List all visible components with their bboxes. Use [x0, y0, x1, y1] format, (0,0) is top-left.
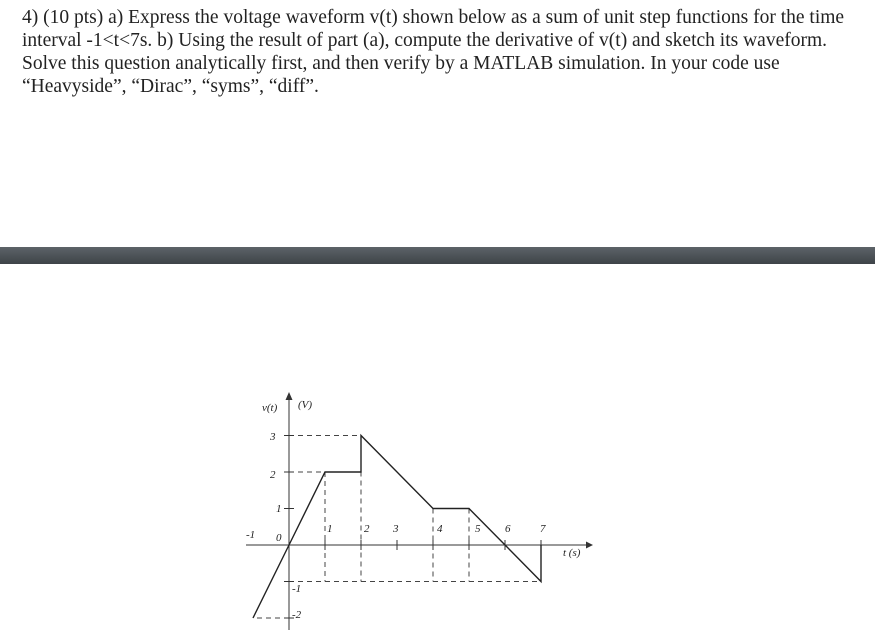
y-tick-label-3: 3	[270, 431, 276, 443]
y-axis-label: v(t)	[262, 402, 278, 414]
y-axis-arrow-icon	[286, 392, 293, 400]
x-tick-label-3: 3	[393, 523, 399, 535]
x-axis-arrow-icon	[586, 542, 593, 549]
problem-statement: 4) (10 pts) a) Express the voltage waveform v(t) shown below as a sum of unit step functions for the time interval -1<t<7s. b) Using the result of part (a), compute the derivative of v(t) and sketch its waveform. Solve this question analytically first, and then verify by a MATLAB simulation. In your code use “Heavyside”, “Dirac”, “syms”, “diff”.	[22, 7, 845, 97]
x-tick-label-1: 1	[327, 523, 333, 535]
y-tick-label-2: 2	[270, 469, 276, 481]
x-tick-label-6: 6	[505, 523, 511, 535]
x-tick-label-minus-1: -1	[246, 529, 256, 541]
y-tick-label-1: 1	[276, 503, 282, 515]
axis-ticks	[284, 436, 541, 619]
x-tick-label-7: 7	[540, 523, 546, 535]
y-tick-label-minus-2: -2	[292, 609, 302, 621]
x-tick-label-0: 0	[276, 532, 282, 544]
y-tick-label-minus-1: -1	[292, 583, 302, 595]
x-tick-label-4: 4	[437, 523, 443, 535]
x-tick-label-2: 2	[364, 523, 370, 535]
y-unit-label: (V)	[298, 399, 313, 411]
x-axis-label: t (s)	[563, 547, 581, 559]
x-tick-label-5: 5	[475, 523, 481, 535]
